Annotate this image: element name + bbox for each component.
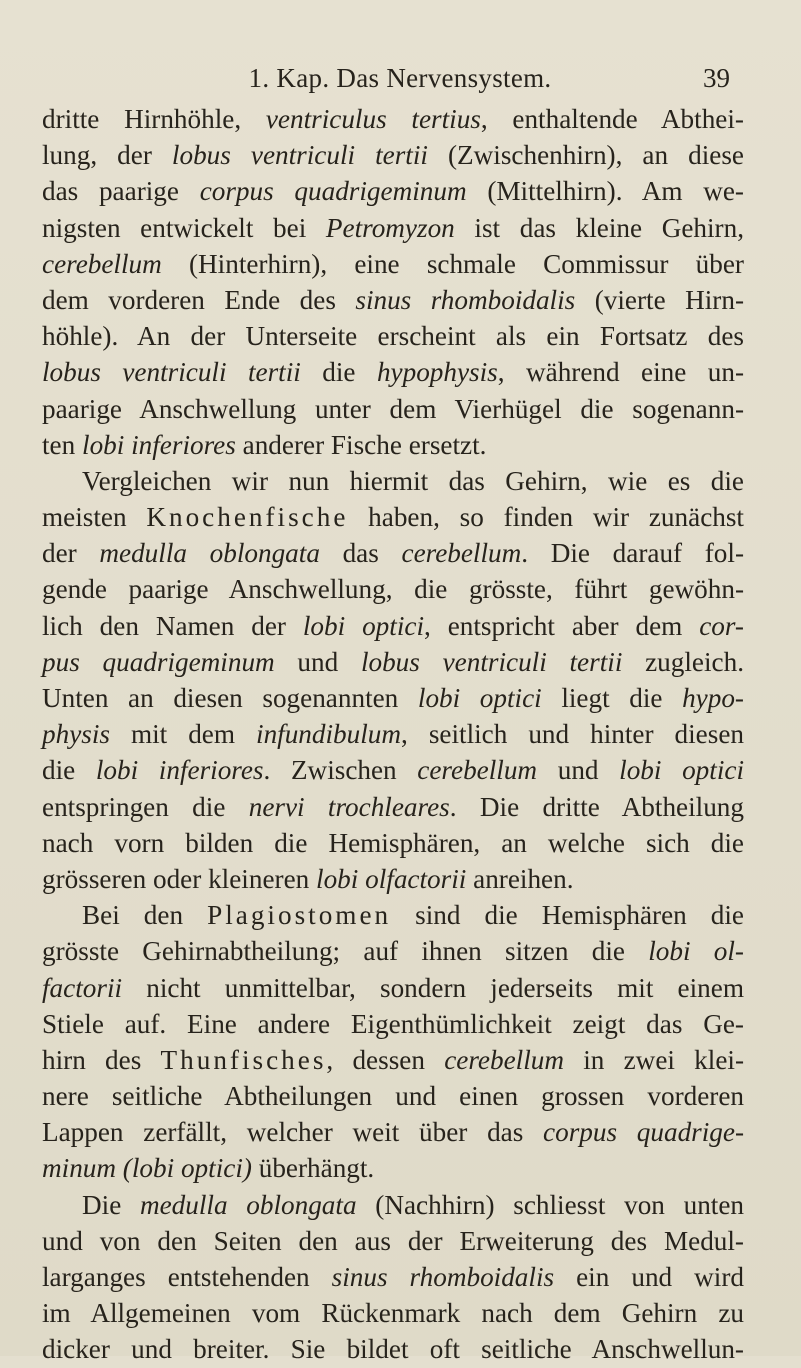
text-run: (Nachhirn) schliesst von unten [356,1189,745,1220]
text-line [42,354,744,390]
text-run: grösste Gehirnabtheilung; auf ihnen sitzen die [42,936,649,967]
text-run: nere seitliche Abtheilungen und einen grossen vorderen [42,1081,744,1112]
text-run: die [300,357,377,388]
text-line [42,608,744,644]
italic-term: cerebellum [417,755,538,786]
text-run: lich den Namen der [42,610,303,641]
italic-term: lobus ventriculi tertii [360,646,623,677]
text-line [42,1295,744,1331]
text-line [42,644,744,680]
text-line [42,282,744,318]
text-line [42,789,744,825]
text-line [42,1042,744,1078]
text-line [42,861,744,897]
italic-term: nervi trochleares [248,791,450,822]
text-run: liegt die [541,683,683,713]
text-line [42,1114,744,1150]
italic-term: lobus ventriculi tertii [42,357,301,388]
italic-term: infundibulum [256,719,402,750]
text-run: höhle). An der Unterseite erscheint als ein Fortsatz des [42,321,744,352]
italic-term: lobi olfactorii [316,863,467,894]
italic-term: hypophysis [376,357,498,388]
text-run: grösseren oder kleineren [42,863,317,894]
italic-term: ventriculus tertius [265,104,481,134]
text-run: das [319,538,402,569]
text-line [42,391,744,427]
italic-term: pus quadrigeminum [42,646,275,677]
italic-term: lobus ventriculi tertii [171,140,428,171]
text-line [42,318,744,354]
spaced-term: Thunfisches [160,1044,327,1075]
text-line [42,680,744,716]
text-run: . Zwischen [263,755,418,786]
text-run: (vierte Hirn- [575,284,744,315]
text-run: dicker und breiter. Sie bildet oft seitliche Anschwellun- [42,1334,744,1365]
text-line [42,535,744,571]
text-run: Unten an diesen sogenannten [42,683,418,713]
page-number: 39 [703,63,730,93]
text-run: . Die dritte Abtheilung [449,791,744,822]
text-line [42,427,744,463]
text-run: , seitlich und hinter diesen [401,719,744,750]
text-line [42,970,744,1006]
italic-term: medulla oblongata [99,538,320,569]
text-run: , dessen [326,1044,445,1075]
text-run: Bei den [82,900,208,931]
italic-term: medulla oblongata [139,1189,357,1220]
text-line [42,897,744,933]
text-line [42,716,744,752]
italic-term: lobi optici [417,683,542,713]
italic-term: hypo- [682,683,744,713]
text-run: und [274,646,361,677]
text-run: lung, der [42,140,172,171]
text-run: (Hinterhirn), eine schmale Commissur über [161,248,744,279]
italic-term: sinus rhomboidalis [355,284,576,315]
text-run: anreihen. [466,863,574,894]
text-run: Lappen zerfällt, welcher weit über das [42,1117,544,1148]
text-run: die [42,755,96,786]
text-run: , während eine un- [497,357,744,388]
italic-term: lobi optici [302,610,424,641]
text-line [42,1006,744,1042]
text-line [42,246,744,282]
spaced-term: Knochenfische [146,502,349,533]
text-run: (Zwischenhirn), an diese [427,140,744,171]
italic-term: factorii [42,972,123,1003]
text-run: Vergleichen wir nun hiermit das Gehirn, wie es die [82,465,744,496]
italic-term: corpus quadrige- [543,1117,745,1148]
text-run: ist das kleine Gehirn, [454,212,744,243]
italic-term: lobi optici [619,755,744,786]
text-run: und [537,755,620,786]
text-line [42,173,744,209]
running-title: 1. Kap. Das Nervensystem. [248,63,552,93]
text-run: nicht unmittelbar, sondern jederseits mit einem [122,972,744,1003]
text-run: überhängt. [251,1153,375,1184]
text-run: ten [42,429,83,460]
text-run: mit dem [109,719,257,750]
text-run: Die [82,1189,140,1220]
italic-term: lobi inferiores [95,755,264,786]
text-run: hirn des [42,1044,161,1075]
text-line [42,1259,744,1295]
text-run: und von den Seiten den aus der Erweiterung des Medul- [42,1225,744,1256]
text-run: dritte Hirnhöhle, [42,104,266,134]
italic-term: corpus quadrigeminum [199,176,467,207]
text-line [42,1078,744,1114]
page-header [70,60,730,96]
italic-term: cerebellum [444,1044,564,1075]
text-line [42,463,744,499]
text-run: gende paarige Anschwellung, die grösste, führt gewöhn- [42,574,744,605]
text-line [42,137,744,173]
text-run: , enthaltende Abthei- [480,104,744,134]
text-line [42,499,744,535]
text-line [42,1187,744,1223]
italic-term: Petromyzon [325,212,455,243]
text-run: . Die darauf fol- [521,538,745,569]
spaced-term: Plagiostomen [207,900,392,931]
italic-term: cerebellum [401,538,522,569]
text-run: haben, so finden wir zunächst [348,502,744,533]
italic-term: lobi ol- [648,936,744,967]
italic-term: lobi inferiores [82,429,236,460]
text-run: dem vorderen Ende des [42,284,356,315]
text-run: (Mittelhirn). Am we- [466,176,744,207]
text-run: sind die Hemisphären die [391,900,744,931]
text-run: entspringen die [42,791,249,822]
text-run: , entspricht aber dem [424,610,700,641]
text-run: nach vorn bilden die Hemisphären, an welche sich die [42,827,744,858]
text-run: ein und wird [554,1262,744,1292]
text-run: larganges entstehenden [42,1262,332,1292]
italic-term: minum (lobi optici) [42,1153,252,1184]
text-line [42,101,744,137]
text-run: das paarige [42,176,200,207]
text-run: im Allgemeinen vom Rückenmark nach dem Gehirn zu [42,1298,744,1329]
text-line [42,752,744,788]
italic-term: physis [42,719,110,750]
text-line [42,825,744,861]
text-line [42,933,744,969]
text-line [42,210,744,246]
text-run: Stiele auf. Eine andere Eigenthümlichkeit zeigt das Ge- [42,1008,744,1039]
text-run: der [42,538,100,569]
text-run: paarige Anschwellung unter dem Vierhügel die sogenann- [42,393,744,424]
text-line [42,1331,744,1367]
italic-term: cerebellum [42,248,162,279]
text-run: zugleich. [622,646,744,677]
text-line [42,571,744,607]
text-run: anderer Fische ersetzt. [235,429,487,460]
text-line [42,1223,744,1259]
italic-term: sinus rhomboidalis [331,1262,555,1292]
text-run: in zwei klei- [563,1044,745,1075]
body-text [42,101,744,1368]
text-line [42,1150,744,1186]
italic-term: cor- [699,610,744,641]
text-run: nigsten entwickelt bei [42,212,326,243]
text-run: meisten [42,502,147,533]
